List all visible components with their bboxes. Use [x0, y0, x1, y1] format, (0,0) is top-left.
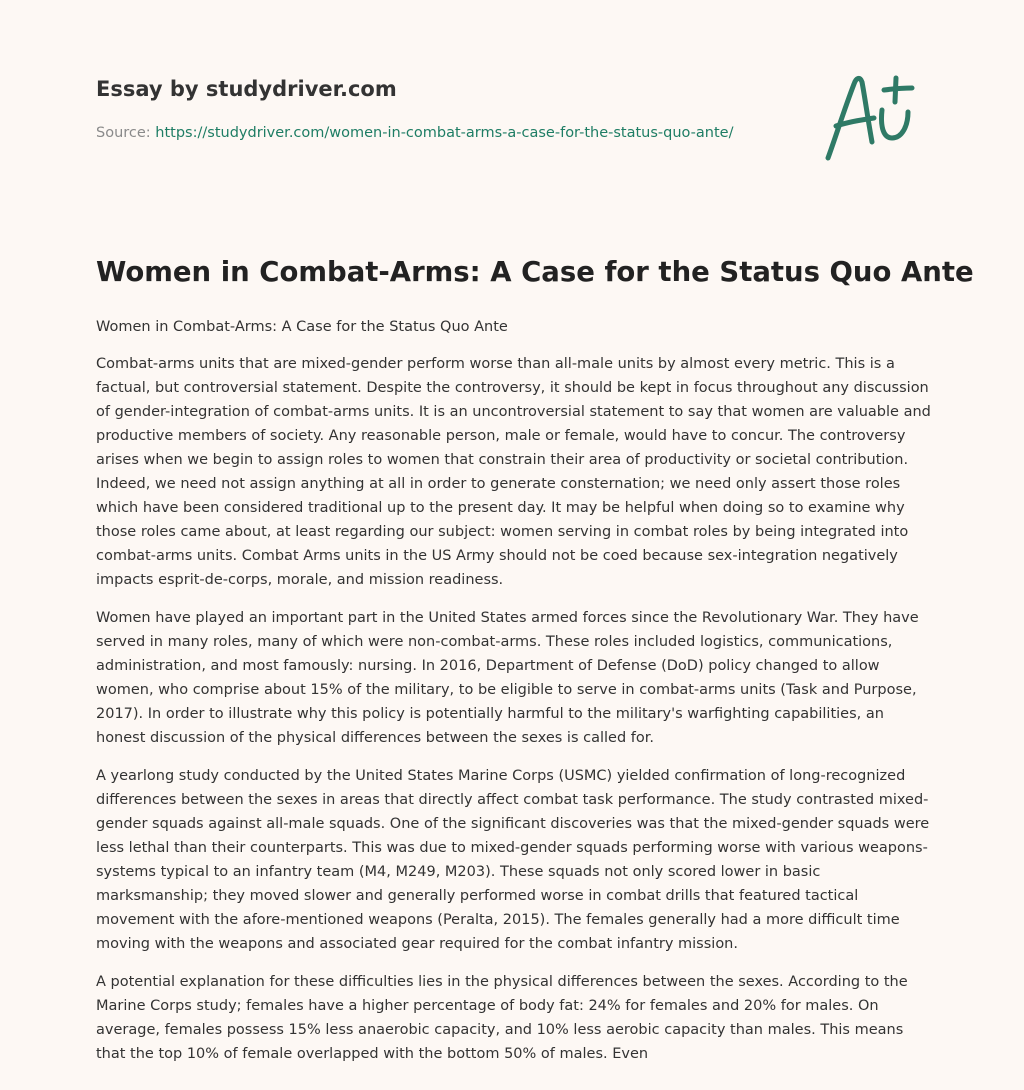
source-line — [96, 123, 796, 143]
a-plus-logo-icon — [822, 68, 930, 164]
essay-paragraph: Combat-arms units that are mixed-gender perform worse than all-male units by almost every metric. This is a factual, but controversial statement. Despite the controversy, it should be kept in focus throughout any discussion of gender-integration of combat-arms units. It is an uncontroversial statement to say that women are valuable and productive members of society. Any reasonable person, male or female, would have to concur. The controversy arises when we begin to assign roles to women that constrain their area of productivity or societal contribution. Indeed, we need not assign anything at all in order to generate consternation; we need only assert those roles which have been considered traditional up to the present day. It may be helpful when doing so to examine why those roles came about, at least regarding our subject: women serving in combat roles by being integrated into combat-arms units. Combat Arms units in the US Army should not be coed because sex-integration negatively impacts esprit-de-corps, morale, and mission readiness. — [96, 356, 931, 588]
source-label: Source: — [96, 125, 151, 141]
essay-header — [96, 74, 796, 143]
essay-paragraph: A yearlong study conducted by the United States Marine Corps (USMC) yielded confirmation of long-recognized differences between the sexes in areas that directly affect combat task performance. The study contrasted mixed-gender squads against all-male squads. One of the significant discoveries was that the mixed-gender squads were less lethal than their counterparts. This was due to mixed-gender squads performing worse with various weapons-systems typical to an infantry team (M4, M249, M203). These squads not only scored lower in basic marksmanship; they moved slower and generally performed worse in combat drills that featured tactical movement with the afore-mentioned weapons (Peralta, 2015). The females generally had a more difficult time moving with the weapons and associated gear required for the combat infantry mission. — [96, 768, 930, 952]
essay-title: Women in Combat-Arms: A Case for the Status Quo Ante — [96, 256, 974, 288]
site-title: Essay by studydriver.com — [96, 77, 397, 101]
essay-subtitle: Women in Combat-Arms: A Case for the Status Quo Ante — [96, 319, 508, 335]
essay-paragraph: Women have played an important part in the United States armed forces since the Revolutionary War. They have served in many roles, many of which were non-combat-arms. These roles included logistics, communications, administration, and most famously: nursing. In 2016, Department of Defense (DoD) policy changed to allow women, who comprise about 15% of the military, to be eligible to serve in combat-arms units (Task and Purpose, 2017). In order to illustrate why this policy is potentially harmful to the military's warfighting capabilities, an honest discussion of the physical differences between the sexes is called for. — [96, 610, 919, 746]
essay-paragraph: A potential explanation for these difficulties lies in the physical differences between the sexes. According to the Marine Corps study; females have a higher percentage of body fat: 24% for females and 20% for males. On average, females possess 15% less anaerobic capacity, and 10% less aerobic capacity than males. This means that the top 10% of female overlapped with the bottom 50% of males. Even — [96, 974, 908, 1062]
essay-body — [96, 316, 932, 1080]
source-link[interactable]: https://studydriver.com/women-in-combat-arms-a-case-for-the-status-quo-ante/ — [155, 125, 734, 141]
